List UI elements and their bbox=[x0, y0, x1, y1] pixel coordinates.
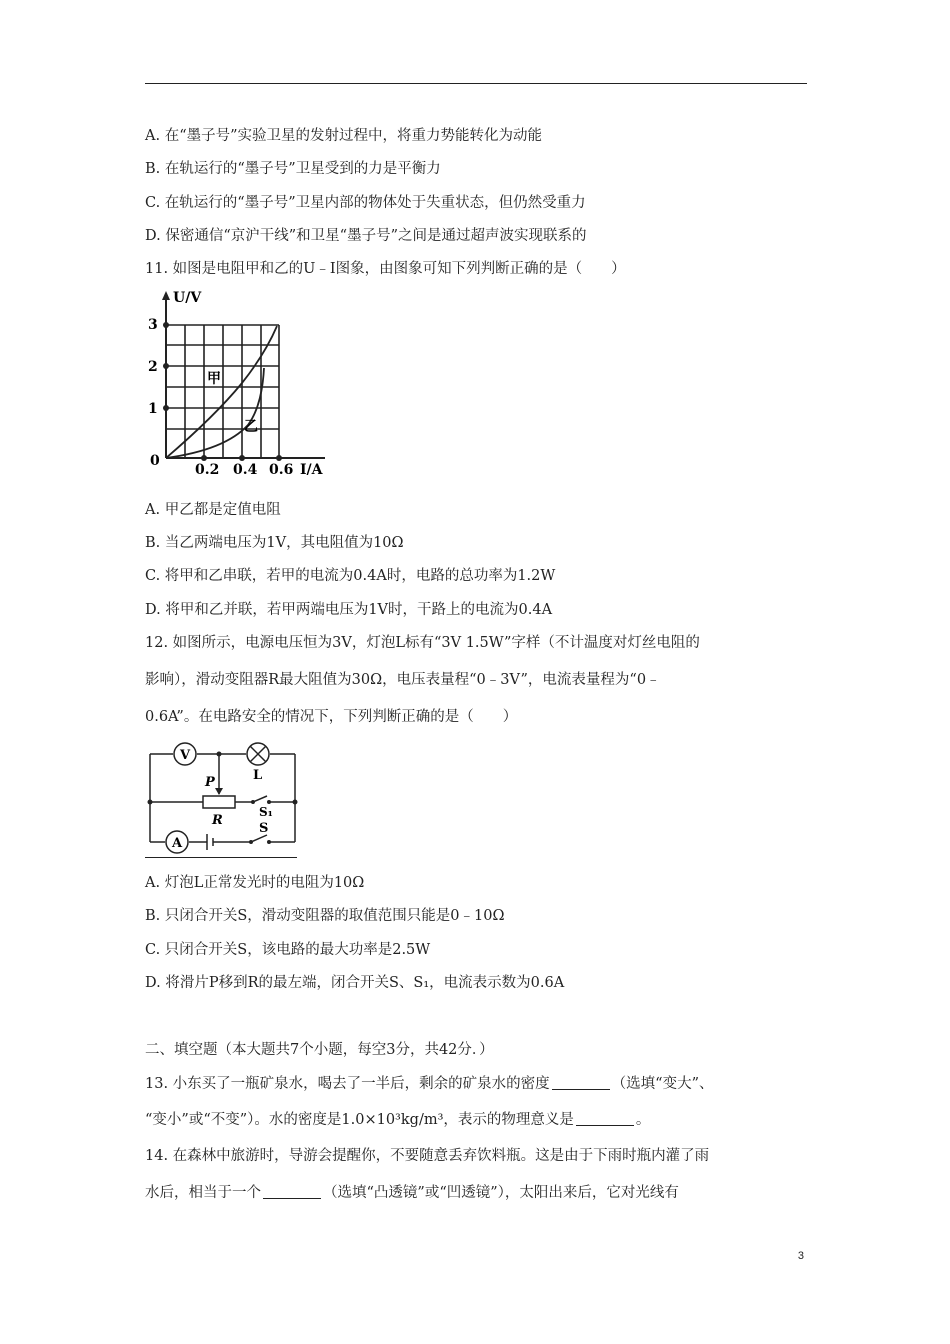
curve-jia-label: 甲 bbox=[207, 371, 221, 387]
x-axis-label: I/A bbox=[300, 462, 323, 478]
q10-option-a: A. 在“墨子号”实验卫星的发射过程中，将重力势能转化为动能 bbox=[145, 128, 543, 144]
header-rule bbox=[145, 83, 807, 84]
q11-option-c: C. 将甲和乙串联，若甲的电流为0.4A时，电路的总功率为1.2W bbox=[145, 568, 556, 584]
q12-stem-line3: 0.6A”。在电路安全的情况下，下列判断正确的是（ ） bbox=[145, 709, 518, 725]
origin-label: 0 bbox=[150, 453, 160, 469]
q10-option-c: C. 在轨运行的“墨子号”卫星内部的物体处于失重状态，但仍然受重力 bbox=[145, 195, 586, 211]
y-axis-label: U/V bbox=[173, 290, 202, 306]
ammeter-label: A bbox=[172, 836, 183, 851]
q14-line1: 14. 在森林中旅游时，导游会提醒你，不要随意丢弃饮料瓶。这是由于下雨时瓶内灌了雨 bbox=[145, 1148, 710, 1164]
q14-blank-1[interactable] bbox=[263, 1184, 321, 1199]
page-number: 3 bbox=[797, 1250, 804, 1262]
q13-line1 bbox=[145, 1074, 714, 1094]
q13-text-1b: （选填“变大”、 bbox=[611, 1076, 714, 1092]
section2-heading: 二、填空题（本大题共7个小题，每空3分，共42分．） bbox=[145, 1042, 494, 1058]
x-tick-06: 0.6 bbox=[269, 462, 294, 478]
y-tick-1: 1 bbox=[148, 401, 158, 417]
q12-option-a: A. 灯泡L正常发光时的电阻为10Ω bbox=[145, 875, 365, 891]
q13-line2 bbox=[145, 1110, 650, 1130]
q14-text-2a: 水后，相当于一个 bbox=[145, 1185, 261, 1201]
q14-text-2b: （选填“凸透镜”或“凹透镜”），太阳出来后，它对光线有 bbox=[323, 1185, 679, 1201]
q12-option-d: D. 将滑片P移到R的最左端，闭合开关S、S₁，电流表示数为0.6A bbox=[145, 975, 565, 991]
q12-option-b: B. 只闭合开关S，滑动变阻器的取值范围只能是0﹣10Ω bbox=[145, 908, 505, 924]
q13-blank-1[interactable] bbox=[552, 1075, 610, 1090]
ui-graph bbox=[145, 288, 335, 483]
q11-option-b: B. 当乙两端电压为1V，其电阻值为10Ω bbox=[145, 535, 404, 551]
q13-text-1a: 13. 小东买了一瓶矿泉水，喝去了一半后，剩余的矿泉水的密度 bbox=[145, 1076, 550, 1092]
q13-blank-2[interactable] bbox=[576, 1111, 634, 1126]
y-tick-2: 2 bbox=[148, 359, 158, 375]
q11-stem: 11. 如图是电阻甲和乙的U﹣I图象，由图象可知下列判断正确的是（ ） bbox=[145, 261, 626, 277]
slider-label: P bbox=[205, 775, 215, 790]
x-tick-04: 0.4 bbox=[233, 462, 258, 478]
q12-stem-line2: 影响），滑动变阻器R最大阻值为30Ω，电压表量程“0﹣3V”，电流表量程为“0﹣ bbox=[145, 672, 661, 688]
q10-option-b: B. 在轨运行的“墨子号”卫星受到的力是平衡力 bbox=[145, 161, 441, 177]
curve-yi-label: 乙 bbox=[244, 419, 258, 435]
switch1-label: S₁ bbox=[259, 805, 273, 819]
q12-stem-line1: 12. 如图所示，电源电压恒为3V，灯泡L标有“3V 1.5W”字样（不计温度对灯丝电阻的 bbox=[145, 635, 700, 651]
q13-text-2b: 。 bbox=[635, 1112, 651, 1128]
q13-text-2a: “变小”或“不变”）。水的密度是1.0×10³kg/m³，表示的物理意义是 bbox=[145, 1112, 574, 1128]
lamp-label: L bbox=[253, 768, 263, 783]
q10-option-d: D. 保密通信“京沪干线”和卫星“墨子号”之间是通过超声波实现联系的 bbox=[145, 228, 587, 244]
circuit-diagram bbox=[145, 738, 305, 860]
switch-label: S bbox=[259, 821, 269, 836]
q11-option-d: D. 将甲和乙并联，若甲两端电压为1V时，干路上的电流为0.4A bbox=[145, 602, 553, 618]
resistor-label: R bbox=[212, 813, 223, 828]
x-tick-02: 0.2 bbox=[195, 462, 220, 478]
circuit-underline bbox=[145, 857, 297, 858]
voltmeter-label: V bbox=[180, 748, 191, 763]
q12-option-c: C. 只闭合开关S，该电路的最大功率是2.5W bbox=[145, 942, 431, 958]
q11-option-a: A. 甲乙都是定值电阻 bbox=[145, 502, 281, 518]
q14-line2 bbox=[145, 1183, 679, 1203]
y-tick-3: 3 bbox=[148, 317, 158, 333]
